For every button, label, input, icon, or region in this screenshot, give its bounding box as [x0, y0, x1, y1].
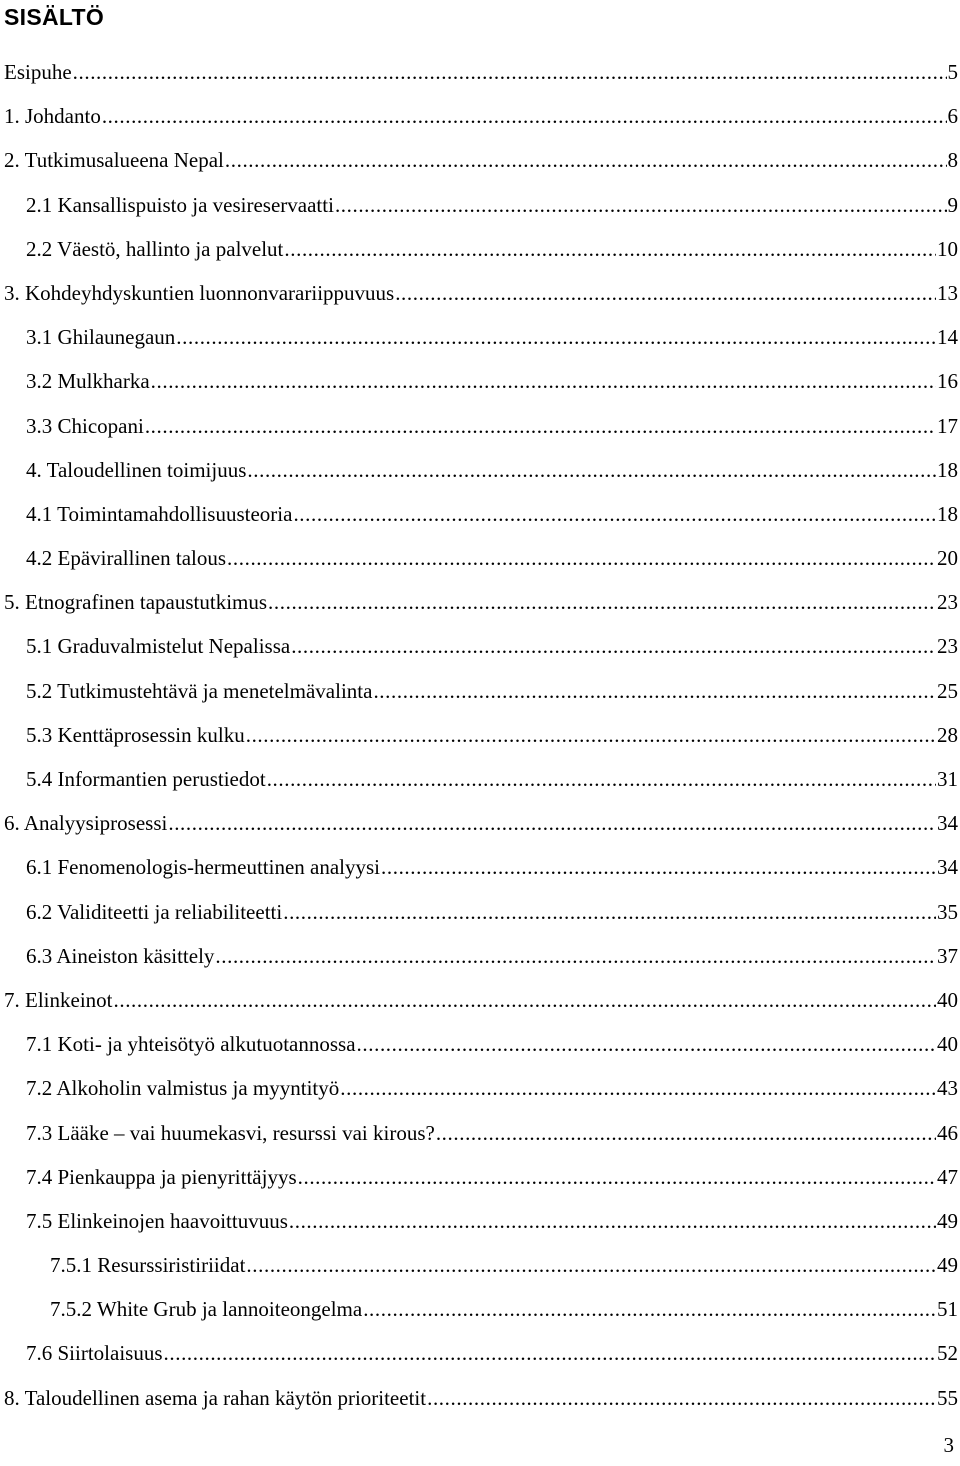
toc-entry-title: 4. Taloudellinen toimijuus: [26, 457, 247, 482]
toc-entry-title: Esipuhe: [4, 60, 72, 84]
toc-entry-title: 6.3 Aineiston käsittely: [26, 943, 215, 968]
toc-entry[interactable]: [0, 58, 960, 102]
toc-entry-page: 34: [937, 811, 958, 836]
toc-entry-page: 43: [937, 1076, 958, 1101]
toc-entry[interactable]: [0, 898, 960, 942]
toc-dot-leader: [145, 412, 936, 440]
toc-entry-title: 3.1 Ghilaunegaun: [26, 325, 176, 350]
toc-entry-title: 5.1 Graduvalmistelut Nepalissa: [26, 634, 291, 659]
toc-entry-page: 51: [937, 1297, 958, 1322]
toc-dot-leader: [215, 942, 936, 970]
toc-dot-leader: [335, 191, 947, 219]
toc-entry[interactable]: [0, 1163, 960, 1207]
toc-dot-leader: [363, 1295, 936, 1323]
toc-entry-title: 7.4 Pienkauppa ja pienyrittäjyys: [26, 1164, 297, 1189]
toc-entry[interactable]: [0, 942, 960, 986]
toc-entry-page: 28: [937, 722, 958, 747]
toc-dot-leader: [102, 102, 947, 130]
toc-dot-leader: [268, 588, 936, 616]
toc-dot-leader: [395, 279, 936, 307]
toc-dot-leader: [381, 853, 936, 881]
toc-entry[interactable]: [0, 146, 960, 190]
toc-dot-leader: [293, 500, 936, 528]
toc-dot-leader: [436, 1119, 936, 1147]
toc-dot-leader: [176, 323, 936, 351]
toc-entry-title: 8. Taloudellinen asema ja rahan käytön prioriteetit: [4, 1385, 427, 1410]
toc-entry-page: 23: [937, 634, 958, 659]
toc-entry-title: 5. Etnografinen tapaustutkimus: [4, 590, 268, 615]
toc-entry-title: 5.3 Kenttäprosessin kulku: [26, 722, 245, 747]
toc-entry[interactable]: [0, 500, 960, 544]
toc-entry[interactable]: [0, 544, 960, 588]
toc-entry-page: 40: [937, 987, 958, 1012]
page-number: 3: [943, 1433, 954, 1457]
toc-entry-page: 8: [947, 148, 958, 173]
toc-entry-page: 34: [937, 855, 958, 880]
toc-dot-leader: [357, 1030, 936, 1058]
toc-dot-leader: [289, 1207, 936, 1235]
toc-entry[interactable]: [0, 588, 960, 632]
toc-entry[interactable]: [0, 235, 960, 279]
toc-dot-leader: [151, 367, 936, 395]
toc-entry[interactable]: [0, 279, 960, 323]
toc-entry-page: 18: [937, 501, 958, 526]
toc-entry-page: 52: [937, 1341, 958, 1366]
toc-entry-page: 14: [937, 325, 958, 350]
toc-entry[interactable]: [0, 412, 960, 456]
toc-entry-title: 7.5 Elinkeinojen haavoittuvuus: [26, 1208, 288, 1233]
toc-entry[interactable]: [0, 677, 960, 721]
toc-entry[interactable]: [0, 721, 960, 765]
toc-entry-title: 7.1 Koti- ja yhteisötyö alkutuotannossa: [26, 1032, 356, 1057]
toc-entry[interactable]: [0, 1119, 960, 1163]
toc-entry-title: 2.1 Kansallispuisto ja vesireservaatti: [26, 192, 334, 217]
toc-entry-page: 10: [937, 236, 958, 261]
toc-entry-title: 4.1 Toimintamahdollisuusteoria: [26, 501, 293, 526]
toc-entry-title: 3. Kohdeyhdyskuntien luonnonvarariippuvuus: [4, 280, 395, 305]
toc-dot-leader: [227, 544, 936, 572]
toc-entry-page: 9: [947, 192, 958, 217]
toc-entry-page: 13: [937, 280, 958, 305]
toc-entry[interactable]: [0, 191, 960, 235]
toc-entry[interactable]: [0, 102, 960, 146]
toc-dot-leader: [267, 765, 936, 793]
toc-dot-leader: [298, 1163, 936, 1191]
toc-dot-leader: [164, 1339, 936, 1367]
toc-entry[interactable]: [0, 1251, 960, 1295]
toc-dot-leader: [373, 677, 936, 705]
toc-entry[interactable]: [0, 323, 960, 367]
toc-entry-page: 55: [937, 1385, 958, 1410]
toc-entry-page: 49: [937, 1253, 958, 1278]
toc-entry-page: 23: [937, 590, 958, 615]
toc-dot-leader: [284, 235, 936, 263]
toc-entry[interactable]: [0, 1384, 960, 1428]
toc-dot-leader: [168, 809, 936, 837]
toc-entry-page: 16: [937, 369, 958, 394]
toc-entry[interactable]: [0, 1074, 960, 1118]
toc-entry-page: 46: [937, 1120, 958, 1145]
toc-dot-leader: [114, 986, 937, 1014]
toc-entry[interactable]: [0, 809, 960, 853]
toc-entry-page: 49: [937, 1208, 958, 1233]
toc-entry-title: 2.2 Väestö, hallinto ja palvelut: [26, 236, 284, 261]
toc-dot-leader: [427, 1384, 936, 1412]
toc-entry[interactable]: [0, 986, 960, 1030]
toc-entry-title: 7.5.2 White Grub ja lannoiteongelma: [50, 1297, 363, 1322]
table-of-contents: [0, 58, 960, 1428]
toc-entry[interactable]: [0, 1030, 960, 1074]
toc-dot-leader: [283, 898, 936, 926]
toc-entry-page: 35: [937, 899, 958, 924]
toc-entry[interactable]: [0, 765, 960, 809]
toc-entry-title: 7.5.1 Resurssiristiriidat: [50, 1253, 246, 1278]
toc-entry-title: 3.3 Chicopani: [26, 413, 144, 438]
toc-dot-leader: [246, 1251, 936, 1279]
toc-entry[interactable]: [0, 632, 960, 676]
toc-entry-page: 20: [937, 546, 958, 571]
toc-dot-leader: [291, 632, 936, 660]
toc-entry-page: 37: [937, 943, 958, 968]
toc-entry-title: 7.2 Alkoholin valmistus ja myyntityö: [26, 1076, 340, 1101]
toc-dot-leader: [225, 146, 947, 174]
toc-entry-title: 2. Tutkimusalueena Nepal: [4, 148, 224, 173]
toc-dot-leader: [73, 58, 947, 86]
toc-entry-page: 31: [937, 767, 958, 791]
toc-entry-title: 6. Analyysiprosessi: [4, 811, 168, 836]
toc-dot-leader: [340, 1074, 936, 1102]
toc-entry-page: 40: [937, 1032, 958, 1057]
toc-entry[interactable]: [0, 1207, 960, 1251]
toc-entry[interactable]: [0, 853, 960, 897]
toc-entry[interactable]: [0, 367, 960, 411]
toc-entry-page: 25: [937, 678, 958, 703]
toc-entry-title: 4.2 Epävirallinen talous: [26, 546, 227, 571]
toc-dot-leader: [247, 456, 936, 484]
toc-heading: SISÄLTÖ: [4, 4, 105, 30]
toc-entry-title: 7.3 Lääke – vai huumekasvi, resurssi vai kirous?: [26, 1120, 435, 1145]
toc-entry-title: 5.2 Tutkimustehtävä ja menetelmävalinta: [26, 678, 373, 703]
toc-entry-title: 7.6 Siirtolaisuus: [26, 1341, 163, 1366]
toc-entry-title: 6.1 Fenomenologis-hermeuttinen analyysi: [26, 855, 381, 880]
toc-entry-page: 17: [937, 413, 958, 438]
toc-entry-page: 47: [937, 1164, 958, 1189]
toc-entry[interactable]: [0, 1295, 960, 1339]
toc-entry-page: 5: [947, 60, 958, 84]
toc-entry-title: 7. Elinkeinot: [4, 987, 113, 1012]
toc-dot-leader: [246, 721, 936, 749]
toc-entry-title: 5.4 Informantien perustiedot: [26, 767, 266, 791]
toc-entry-title: 1. Johdanto: [4, 104, 101, 129]
toc-entry-page: 6: [947, 104, 958, 129]
toc-entry[interactable]: [0, 1339, 960, 1383]
toc-entry-title: 3.2 Mulkharka: [26, 369, 150, 394]
toc-entry-page: 18: [937, 457, 958, 482]
toc-entry[interactable]: [0, 456, 960, 500]
toc-entry-title: 6.2 Validiteetti ja reliabiliteetti: [26, 899, 283, 924]
